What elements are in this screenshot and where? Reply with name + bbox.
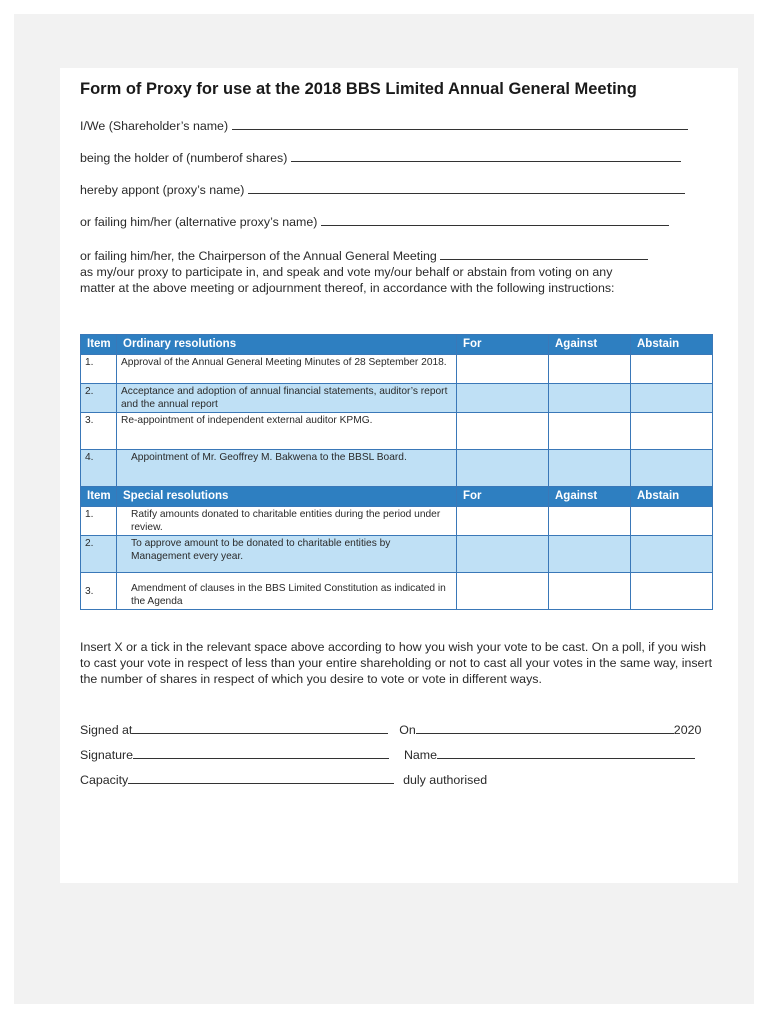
signed-at-line — [80, 722, 720, 737]
table-row — [81, 507, 713, 536]
date-field[interactable] — [416, 722, 674, 734]
shareholder-line — [80, 118, 720, 134]
item-header: Item — [81, 335, 117, 355]
proxy-form-page — [60, 68, 738, 883]
number-of-shares-field[interactable] — [291, 150, 681, 162]
resolution-text — [117, 573, 457, 610]
special-resolutions-header: Special resolutions — [117, 487, 457, 507]
against-vote-cell[interactable] — [549, 384, 631, 413]
for-vote-cell[interactable] — [457, 573, 549, 610]
against-vote-cell[interactable] — [549, 573, 631, 610]
for-vote-cell[interactable] — [457, 355, 549, 384]
item-number: 3. — [81, 573, 117, 610]
special-resolutions-table — [80, 486, 713, 610]
resolution-text-inner: Appointment of Mr. Geoffrey M. Bakwena to the BBSL Board. — [131, 452, 407, 463]
appoint-label: hereby appont (proxy’s name) — [80, 183, 245, 197]
against-vote-cell[interactable] — [549, 536, 631, 573]
signed-at-label: Signed at — [80, 723, 133, 737]
signature-field[interactable] — [133, 747, 389, 759]
item-number: 3. — [81, 413, 117, 450]
resolution-text: Approval of the Annual General Meeting Minutes of 28 September 2018. — [117, 355, 457, 384]
proxy-name-field[interactable] — [248, 182, 685, 194]
appoint-line — [80, 182, 720, 198]
abstain-header: Abstain — [631, 335, 713, 355]
abstain-vote-cell[interactable] — [631, 384, 713, 413]
abstain-vote-cell[interactable] — [631, 507, 713, 536]
duly-authorised-label: duly authorised — [403, 773, 488, 787]
ordinary-resolutions-table — [80, 334, 713, 488]
resolution-text-inner: Ratify amounts donated to charitable entities during the period under review. — [131, 509, 441, 533]
voting-instructions: Insert X or a tick in the relevant space above according to how you wish your vote to be cast. On a poll, if you wish to cast your vote in respect of less than your entire shareholding or not to cast all your votes in the same way, insert the number of shares in respect of which you desire to vote or vote in different ways. — [80, 640, 713, 686]
holder-label: being the holder of (numberof shares) — [80, 151, 288, 165]
table-row — [81, 573, 713, 610]
proxy-text-line-1: as my/our proxy to participate in, and speak and vote my/our behalf or abstain from voting on any — [80, 265, 613, 279]
abstain-vote-cell[interactable] — [631, 573, 713, 610]
resolution-text: Re-appointment of independent external auditor KPMG. — [117, 413, 457, 450]
item-number: 4. — [81, 450, 117, 488]
capacity-field[interactable] — [128, 772, 394, 784]
for-vote-cell[interactable] — [457, 536, 549, 573]
item-number: 1. — [81, 507, 117, 536]
for-header: For — [457, 487, 549, 507]
against-vote-cell[interactable] — [549, 507, 631, 536]
for-vote-cell[interactable] — [457, 507, 549, 536]
alternative-label: or failing him/her (alternative proxy’s name) — [80, 215, 318, 229]
item-number: 2. — [81, 536, 117, 573]
capacity-line — [80, 772, 720, 787]
proxy-text-line-2: matter at the above meeting or adjournment thereof, in accordance with the following instructions: — [80, 281, 615, 295]
alternative-proxy-name-field[interactable] — [321, 214, 669, 226]
table-row — [81, 450, 713, 488]
shareholder-name-field[interactable] — [232, 118, 688, 130]
table-row — [81, 355, 713, 384]
on-label: On — [399, 723, 416, 737]
item-number: 1. — [81, 355, 117, 384]
resolution-text-inner: To approve amount to be donated to charitable entities by Management every year. — [131, 538, 391, 562]
alternative-line — [80, 214, 720, 230]
for-vote-cell[interactable] — [457, 413, 549, 450]
abstain-vote-cell[interactable] — [631, 450, 713, 488]
chairperson-label: or failing him/her, the Chairperson of the Annual General Meeting — [80, 249, 437, 263]
against-vote-cell[interactable] — [549, 355, 631, 384]
table-row — [81, 384, 713, 413]
signature-line — [80, 747, 720, 762]
abstain-vote-cell[interactable] — [631, 413, 713, 450]
resolution-text-inner: Amendment of clauses in the BBS Limited Constitution as indicated in the Agenda — [131, 583, 446, 607]
holder-line — [80, 150, 720, 166]
capacity-label: Capacity — [80, 773, 129, 787]
resolution-text — [117, 450, 457, 488]
table-row — [81, 536, 713, 573]
ordinary-resolutions-header: Ordinary resolutions — [117, 335, 457, 355]
table-row — [81, 413, 713, 450]
chairperson-line — [80, 248, 720, 264]
against-vote-cell[interactable] — [549, 450, 631, 488]
item-header: Item — [81, 487, 117, 507]
item-number: 2. — [81, 384, 117, 413]
ordinary-header-row — [81, 335, 713, 355]
name-field[interactable] — [437, 747, 695, 759]
signed-at-field[interactable] — [132, 722, 388, 734]
abstain-vote-cell[interactable] — [631, 536, 713, 573]
against-vote-cell[interactable] — [549, 413, 631, 450]
shareholder-label: I/We (Shareholder’s name) — [80, 119, 229, 133]
name-label: Name — [403, 748, 438, 762]
signature-label: Signature — [80, 748, 134, 762]
for-vote-cell[interactable] — [457, 384, 549, 413]
special-header-row — [81, 487, 713, 507]
for-vote-cell[interactable] — [457, 450, 549, 488]
against-header: Against — [549, 487, 631, 507]
abstain-vote-cell[interactable] — [631, 355, 713, 384]
resolution-text — [117, 507, 457, 536]
abstain-header: Abstain — [631, 487, 713, 507]
year-label: 2020 — [673, 723, 702, 737]
resolution-text: Acceptance and adoption of annual financial statements, auditor’s report and the annual report — [117, 384, 457, 413]
resolution-text — [117, 536, 457, 573]
form-title: Form of Proxy for use at the 2018 BBS Limited Annual General Meeting — [80, 80, 637, 98]
against-header: Against — [549, 335, 631, 355]
for-header: For — [457, 335, 549, 355]
chairperson-field[interactable] — [440, 248, 648, 260]
